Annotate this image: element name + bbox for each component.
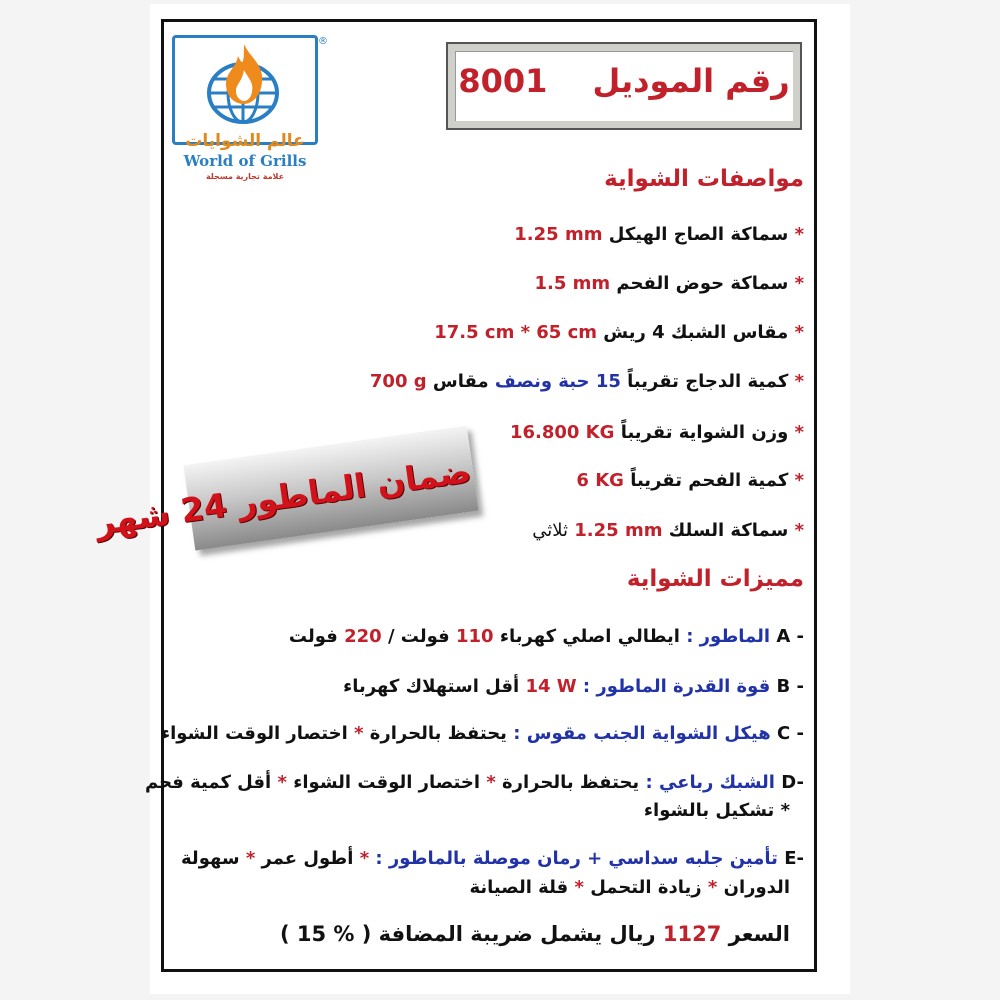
model-label: رقم الموديل [592, 62, 790, 100]
price-line: السعر 1127 ريال يشمل ضريبة المضافة ( 15 % ) [279, 922, 790, 946]
features-heading: مميزات الشواية [626, 566, 804, 592]
feature-item-d-line2: * تشكيل بالشواء [643, 800, 790, 821]
feature-item-d: D- الشبك رباعي : يحتفظ بالحرارة * اختصار الوقت الشواء * أقل كمية فحم [144, 772, 804, 793]
feature-item-e: E- تأمين جلبه سداسي + رمان موصلة بالماطور : * أطول عمر * سهولة [181, 848, 804, 869]
registered-mark: ® [318, 36, 328, 47]
logo-arabic-name: عالم الشوايات [185, 131, 305, 151]
spec-item: * سماكة السلك 1.25 mm ثلاثي [532, 520, 804, 541]
feature-item-a: A - الماطور : ايطالي اصلي كهرباء 110 فولت / 220 فولت [288, 626, 804, 647]
model-title [455, 62, 793, 100]
feature-item-c: C - هيكل الشواية الجنب مقوس : يحتفظ بالحرارة * اختصار الوقت الشواء [160, 723, 804, 744]
flame-icon [218, 42, 270, 108]
spec-item: * كمية الفحم تقريباً 6 KG [576, 470, 804, 491]
spec-item: * مقاس الشبك 4 ريش 17.5 cm * 65 cm [434, 322, 804, 343]
spec-item: * كمية الدجاج تقريباً 15 حبة ونصف مقاس 700 g [369, 371, 804, 392]
model-number: 8001 [458, 62, 548, 100]
spec-item: * سماكة حوض الفحم 1.5 mm [534, 273, 804, 294]
logo-trademark-note: علامة تجارية مسجلة [205, 172, 285, 181]
logo-english-name: World of Grills [183, 152, 307, 170]
spec-item: * وزن الشواية تقريباً 16.800 KG [509, 422, 804, 443]
feature-item-b: B - قوة القدرة الماطور : 14 W أقل استهلاك كهرباء [343, 676, 804, 697]
spec-item: * سماكة الصاج الهيكل 1.25 mm [514, 224, 804, 245]
specs-heading: مواصفات الشواية [604, 166, 804, 192]
feature-item-e-line2: الدوران * زيادة التحمل * قلة الصيانة [469, 877, 790, 898]
warranty-text: ضمان الماطور 24 شهر [92, 450, 474, 543]
